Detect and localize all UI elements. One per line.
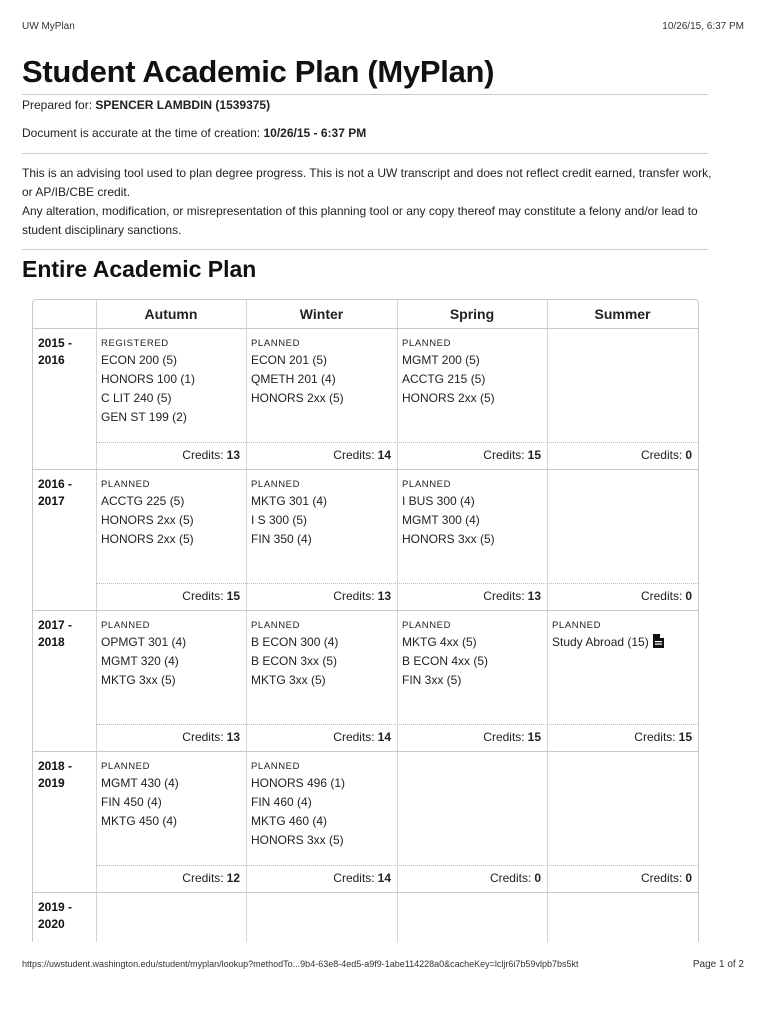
course-item[interactable]	[101, 408, 241, 427]
disclaimer-line-1: This is an advising tool used to plan degree progress. This is not a UW transcript and does not reflect credit earned, transfer work, or AP/IB/CBE credit.	[22, 166, 712, 199]
quarter-credits	[248, 589, 391, 603]
quarter-credits	[248, 448, 391, 462]
course-name: MGMT 300 (4)	[402, 513, 480, 527]
column-header-winter: Winter	[299, 306, 344, 322]
course-name: ECON 200 (5)	[101, 353, 178, 367]
quarter-cell	[402, 479, 542, 549]
row-divider	[33, 610, 698, 611]
credits-label: Credits:	[333, 589, 375, 603]
year-label: 2017 - 2018	[38, 618, 73, 649]
quarter-credits	[399, 448, 541, 462]
course-name: ECON 201 (5)	[251, 353, 328, 367]
credits-label: Credits:	[182, 448, 224, 462]
course-item[interactable]	[251, 812, 391, 831]
quarter-cell	[101, 479, 241, 549]
course-name: MGMT 200 (5)	[402, 353, 480, 367]
status-label: PLANNED	[251, 479, 301, 490]
course-name: MKTG 3xx (5)	[251, 673, 326, 687]
quarter-credits	[248, 730, 391, 744]
course-item[interactable]	[101, 652, 241, 671]
page-number: Page 1 of 2	[692, 959, 744, 970]
course-name: FIN 450 (4)	[101, 795, 162, 809]
credits-value: 13	[377, 589, 391, 603]
credits-label: Credits:	[182, 589, 224, 603]
status-label: PLANNED	[402, 620, 452, 631]
course-name: FIN 350 (4)	[251, 532, 312, 546]
course-item[interactable]	[402, 492, 542, 511]
academic-plan-table	[32, 299, 699, 942]
year-label: 2018 - 2019	[38, 759, 73, 790]
status-label: PLANNED	[402, 479, 452, 490]
credits-label: Credits:	[483, 730, 525, 744]
prepared-for-label: Prepared for:	[22, 98, 93, 112]
quarter-credits	[549, 448, 692, 462]
status-label: PLANNED	[402, 338, 452, 349]
disclaimer-line-2: Any alteration, modification, or misrepresentation of this planning tool or any copy thereof may constitute a felony and/or lead to student disciplinary sanctions.	[22, 204, 698, 237]
course-name: MKTG 450 (4)	[101, 814, 178, 828]
course-name: Study Abroad (15)	[552, 635, 649, 649]
accuracy-note	[22, 126, 366, 140]
quarter-credits	[98, 871, 240, 885]
quarter-cell	[251, 479, 391, 549]
credits-label: Credits:	[182, 730, 224, 744]
course-item[interactable]	[402, 671, 542, 690]
year-label: 2015 - 2016	[38, 336, 73, 367]
print-timestamp: 10/26/15, 6:37 PM	[662, 21, 744, 32]
section-title: Entire Academic Plan	[22, 256, 257, 282]
credits-value: 13	[226, 730, 240, 744]
prepared-for	[22, 98, 270, 112]
quarter-credits	[549, 730, 692, 744]
course-name: MKTG 3xx (5)	[101, 673, 176, 687]
status-label: PLANNED	[251, 338, 301, 349]
course-item[interactable]	[251, 774, 391, 793]
course-name: ACCTG 215 (5)	[402, 372, 486, 386]
course-name: B ECON 3xx (5)	[251, 654, 338, 668]
quarter-cell	[101, 620, 241, 690]
status-label: PLANNED	[101, 620, 151, 631]
course-item[interactable]	[101, 812, 241, 831]
credits-label: Credits:	[489, 871, 532, 885]
browser-page-title: UW MyPlan	[22, 21, 75, 32]
course-name: MKTG 301 (4)	[251, 494, 328, 508]
course-name: C LIT 240 (5)	[101, 391, 172, 405]
divider	[22, 249, 708, 250]
credits-separator	[96, 442, 698, 443]
accuracy-label: Document is accurate at the time of creation:	[22, 126, 261, 140]
quarter-credits	[549, 589, 692, 603]
column-header-autumn: Autumn	[144, 306, 198, 322]
credits-label: Credits:	[333, 730, 375, 744]
course-item[interactable]	[402, 633, 542, 652]
quarter-cell	[101, 761, 241, 831]
quarter-cell	[101, 338, 241, 427]
course-item[interactable]	[101, 633, 241, 652]
course-name: HONORS 2xx (5)	[101, 532, 194, 546]
course-name: B ECON 4xx (5)	[402, 654, 489, 668]
course-item[interactable]	[251, 831, 391, 850]
column-header-summer: Summer	[594, 306, 651, 322]
student-name: SPENCER LAMBDIN (1539375)	[95, 98, 271, 112]
course-item[interactable]	[251, 793, 391, 812]
credits-value: 15	[678, 730, 692, 744]
status-label: PLANNED	[552, 620, 602, 631]
credits-value: 12	[226, 871, 240, 885]
credits-label: Credits:	[640, 589, 683, 603]
status-label: REGISTERED	[101, 338, 169, 349]
course-item[interactable]	[101, 511, 241, 530]
course-name: FIN 3xx (5)	[402, 673, 462, 687]
document-icon[interactable]	[653, 634, 664, 654]
course-item[interactable]	[402, 389, 542, 408]
course-name: HONORS 496 (1)	[251, 776, 346, 790]
divider	[22, 153, 708, 154]
course-name: MGMT 320 (4)	[101, 654, 179, 668]
quarter-credits	[549, 871, 692, 885]
column-divider	[547, 300, 548, 942]
course-item[interactable]	[402, 652, 542, 671]
course-item[interactable]	[101, 671, 241, 690]
course-name: I BUS 300 (4)	[402, 494, 475, 508]
course-item[interactable]	[251, 652, 391, 671]
course-name: B ECON 300 (4)	[251, 635, 339, 649]
column-header-spring: Spring	[449, 306, 495, 322]
year-label: 2016 - 2017	[38, 477, 73, 508]
course-name: QMETH 201 (4)	[251, 372, 336, 386]
credits-label: Credits:	[182, 871, 224, 885]
quarter-credits	[98, 448, 240, 462]
quarter-credits	[248, 871, 391, 885]
quarter-cell	[552, 620, 692, 654]
course-item[interactable]	[402, 351, 542, 370]
credits-label: Credits:	[483, 589, 525, 603]
course-item[interactable]	[552, 633, 692, 654]
quarter-credits	[399, 871, 541, 885]
credits-value: 15	[527, 730, 541, 744]
status-label: PLANNED	[251, 620, 301, 631]
credits-value: 15	[527, 448, 541, 462]
course-name: HONORS 2xx (5)	[402, 391, 495, 405]
course-name: HONORS 100 (1)	[101, 372, 196, 386]
credits-separator	[96, 865, 698, 866]
credits-label: Credits:	[640, 448, 683, 462]
course-name: HONORS 2xx (5)	[251, 391, 344, 405]
course-item[interactable]	[101, 774, 241, 793]
column-divider	[246, 300, 247, 942]
course-name: OPMGT 301 (4)	[101, 635, 187, 649]
course-item[interactable]	[402, 370, 542, 389]
year-label: 2019 - 2020	[38, 900, 73, 931]
course-item[interactable]	[101, 793, 241, 812]
course-name: MKTG 460 (4)	[251, 814, 328, 828]
status-label: PLANNED	[251, 761, 301, 772]
course-item[interactable]	[251, 351, 391, 370]
credits-value: 0	[685, 589, 692, 603]
row-divider	[33, 751, 698, 752]
course-name: I S 300 (5)	[251, 513, 308, 527]
course-item[interactable]	[101, 530, 241, 549]
credits-value: 13	[226, 448, 240, 462]
credits-label: Credits:	[333, 871, 375, 885]
course-item[interactable]	[101, 351, 241, 370]
course-item[interactable]	[101, 389, 241, 408]
divider	[22, 94, 708, 95]
quarter-cell	[251, 761, 391, 850]
quarter-cell	[251, 620, 391, 690]
credits-label: Credits:	[634, 730, 676, 744]
page-title: Student Academic Plan (MyPlan)	[22, 54, 495, 89]
column-divider	[397, 300, 398, 942]
course-item[interactable]	[101, 370, 241, 389]
footer-url: https://uwstudent.washington.edu/student/myplan/lookup?methodTo...9b4-63e8-4ed5-a9f9-1abe114228a0&cacheKey=lcljr6i7b59vlpb7bs5kt	[22, 959, 579, 969]
course-item[interactable]	[251, 492, 391, 511]
credits-value: 14	[377, 730, 391, 744]
creation-date: 10/26/15 - 6:37 PM	[263, 126, 367, 140]
status-label: PLANNED	[101, 761, 151, 772]
course-item[interactable]	[251, 530, 391, 549]
course-name: ACCTG 225 (5)	[101, 494, 185, 508]
credits-label: Credits:	[333, 448, 375, 462]
credits-value: 14	[377, 448, 391, 462]
course-item[interactable]	[251, 370, 391, 389]
course-item[interactable]	[101, 492, 241, 511]
credits-separator	[96, 724, 698, 725]
quarter-credits	[98, 730, 240, 744]
course-item[interactable]	[402, 511, 542, 530]
course-item[interactable]	[402, 530, 542, 549]
course-item[interactable]	[251, 671, 391, 690]
course-name: HONORS 3xx (5)	[251, 833, 344, 847]
course-name: MKTG 4xx (5)	[402, 635, 477, 649]
credits-separator	[96, 583, 698, 584]
course-name: HONORS 2xx (5)	[101, 513, 194, 527]
course-name: GEN ST 199 (2)	[101, 410, 187, 424]
course-item[interactable]	[251, 511, 391, 530]
credits-label: Credits:	[483, 448, 525, 462]
disclaimer-text	[22, 164, 712, 240]
status-label: PLANNED	[101, 479, 151, 490]
quarter-credits	[399, 730, 541, 744]
column-divider	[96, 300, 97, 942]
quarter-cell	[251, 338, 391, 408]
quarter-cell	[402, 338, 542, 408]
course-name: MGMT 430 (4)	[101, 776, 179, 790]
credits-value: 0	[685, 448, 692, 462]
course-name: HONORS 3xx (5)	[402, 532, 495, 546]
course-item[interactable]	[251, 633, 391, 652]
row-divider	[33, 469, 698, 470]
course-item[interactable]	[251, 389, 391, 408]
quarter-credits	[399, 589, 541, 603]
credits-label: Credits:	[640, 871, 683, 885]
credits-value: 0	[685, 871, 692, 885]
quarter-cell	[402, 620, 542, 690]
row-divider	[33, 892, 698, 893]
course-name: FIN 460 (4)	[251, 795, 312, 809]
credits-value: 0	[534, 871, 541, 885]
credits-value: 13	[527, 589, 541, 603]
credits-value: 15	[226, 589, 240, 603]
credits-value: 14	[377, 871, 391, 885]
header-divider	[33, 328, 698, 329]
quarter-credits	[98, 589, 240, 603]
